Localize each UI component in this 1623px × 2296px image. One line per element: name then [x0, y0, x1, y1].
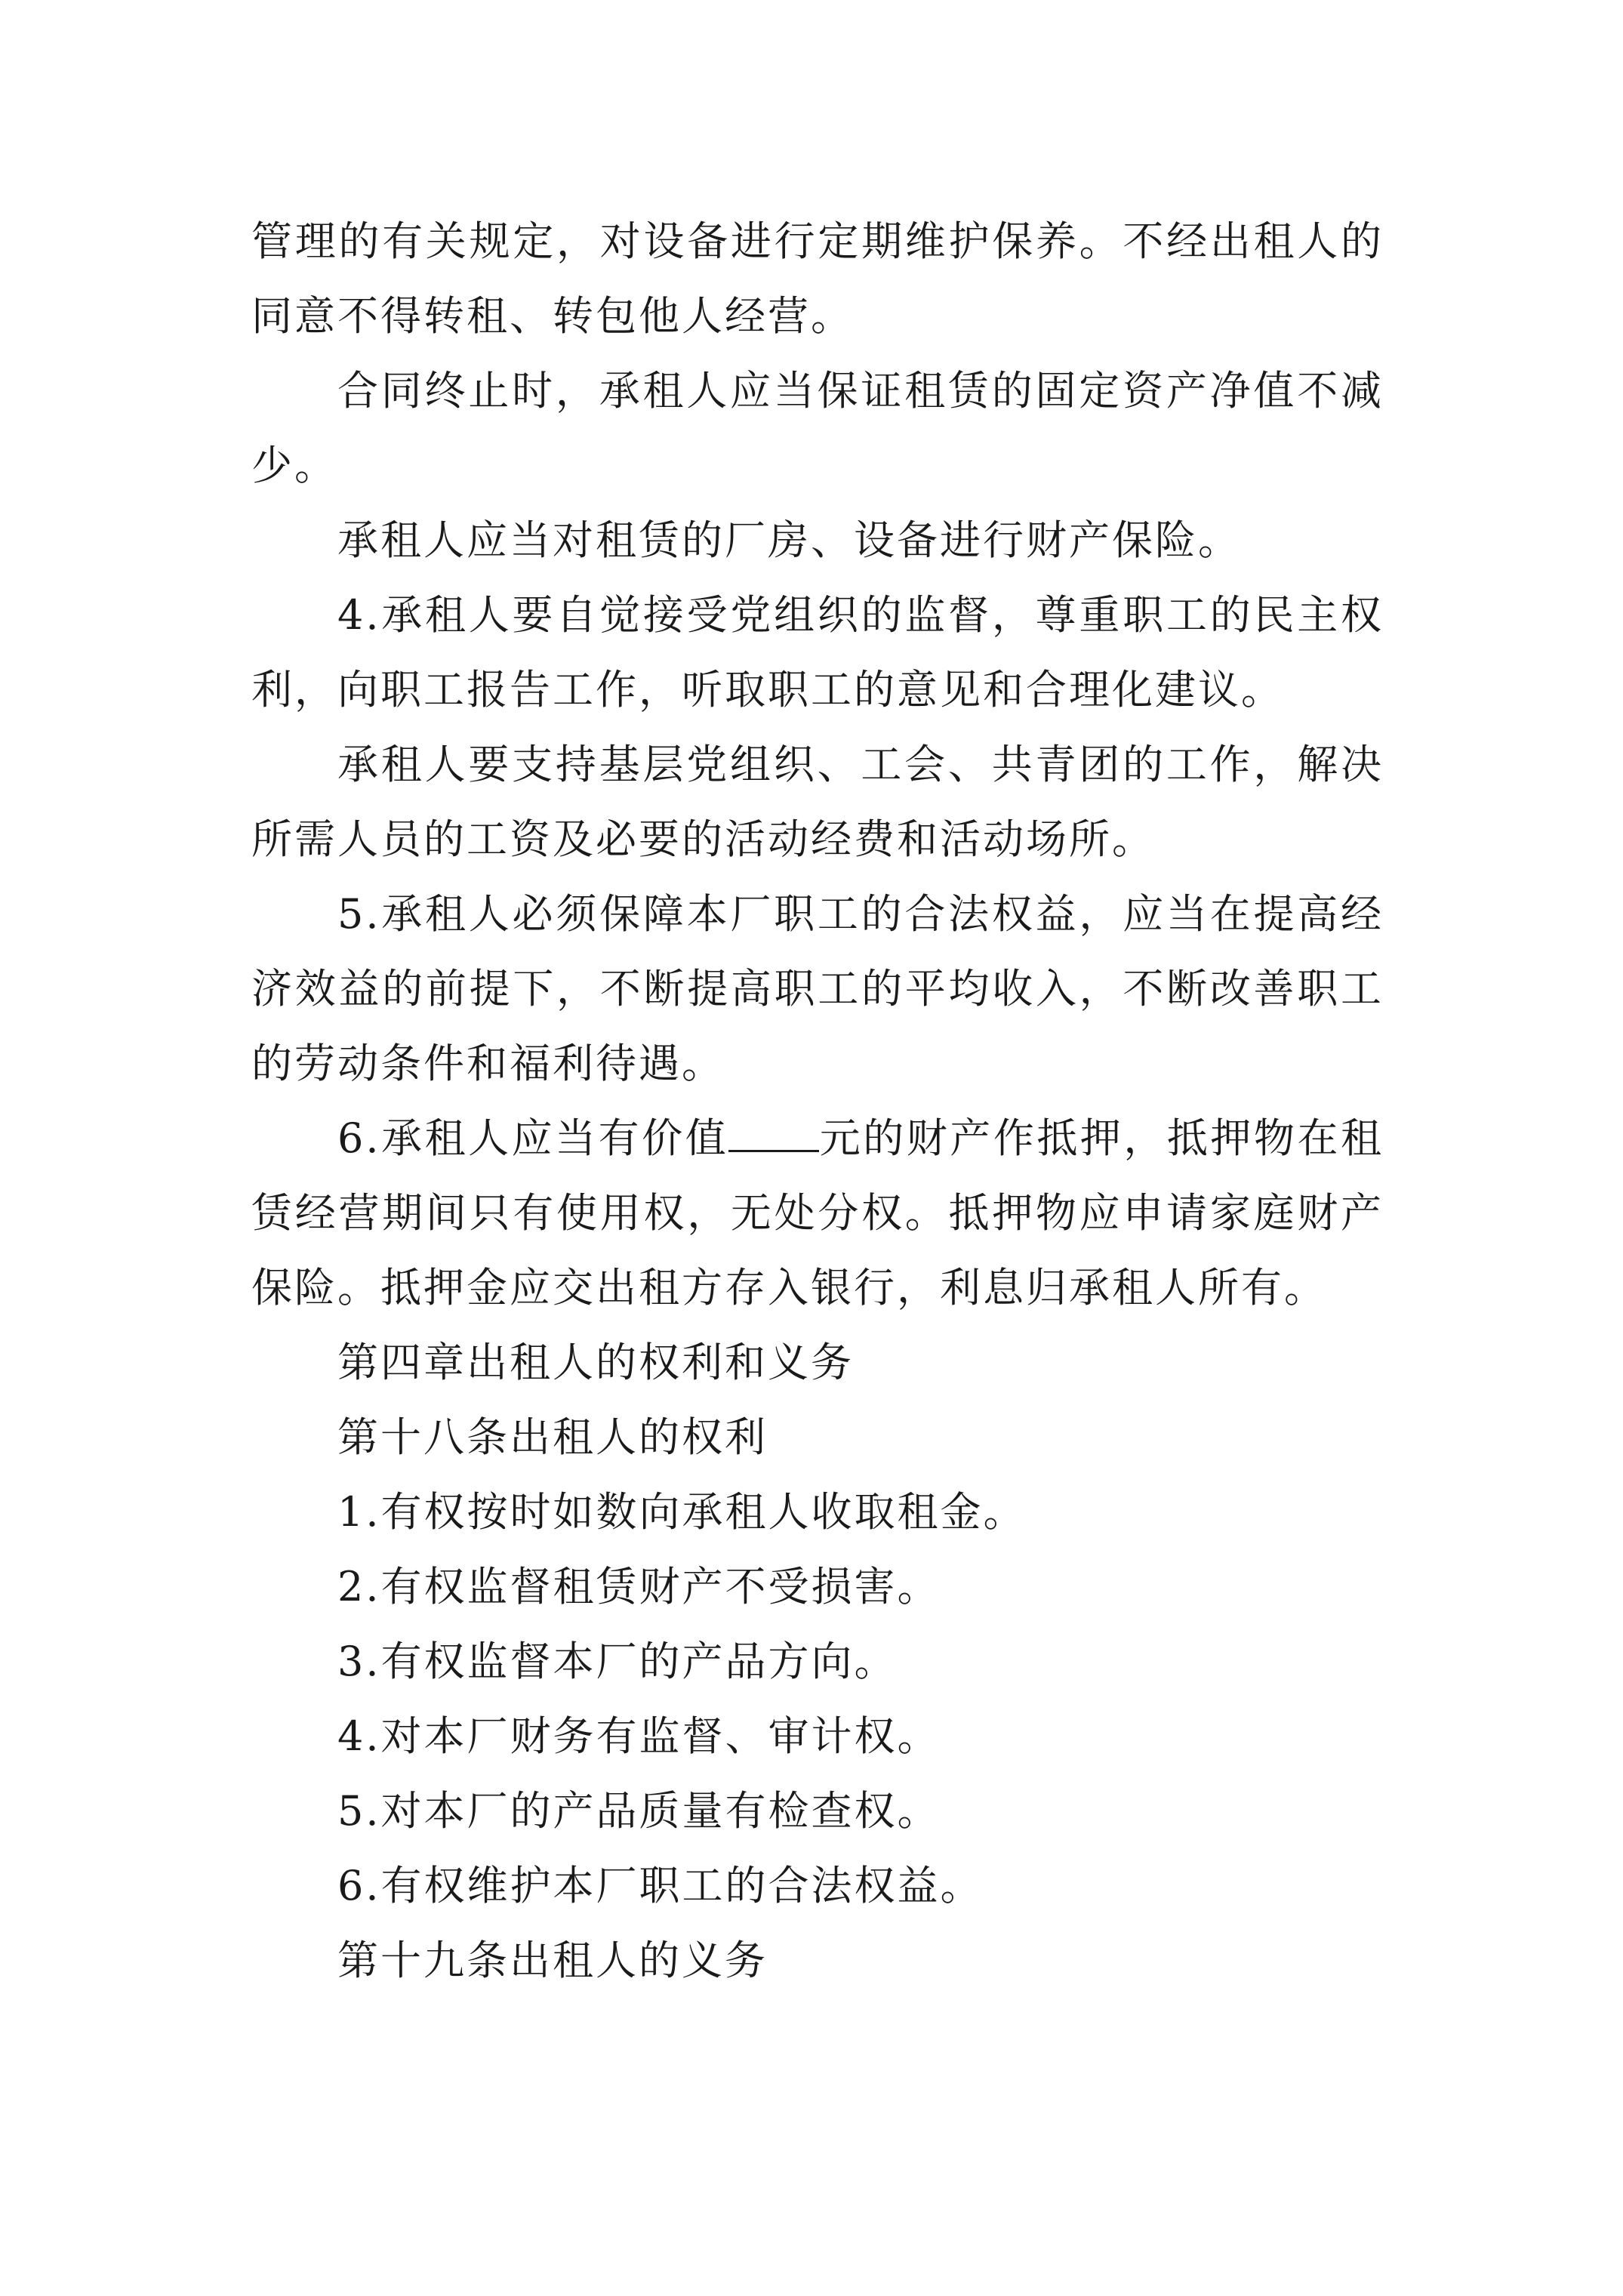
right-item-1: 1.有权按时如数向承租人收取租金。 [337, 1488, 1027, 1536]
paragraph-item-5: 5.承租人必须保障本厂职工的合法权益，应当在提高经济效益的前提下，不断提高职工的平均收入，不断改善职工的劳动条件和福利待遇。 [251, 890, 1384, 1087]
paragraph-party-support: 承租人要支持基层党组织、工会、共青团的工作，解决所需人员的工资及必要的活动经费和活动场所。 [251, 741, 1384, 863]
paragraph-termination: 合同终止时，承租人应当保证租赁的固定资产净值不减少。 [251, 367, 1384, 489]
paragraph-insurance: 承租人应当对租赁的厂房、设备进行财产保险。 [337, 516, 1241, 564]
paragraph-item-4: 4.承租人要自觉接受党组织的监督，尊重职工的民主权利，向职工报告工作，听取职工的意见和合理化建议。 [251, 591, 1384, 713]
value-blank [728, 1117, 819, 1152]
right-item-3: 3.有权监督本厂的产品方向。 [337, 1638, 898, 1685]
paragraph-item-6 [251, 1101, 1384, 1325]
mortgage-text-after: 元的财产作抵押，抵押物在租赁经营期间只有使用权，无处分权。抵押物应申请家庭财产保险。抵押金应交出租方存入银行，利息归承租人所有。 [251, 1114, 1384, 1311]
right-item-5: 5.对本厂的产品质量有检查权。 [337, 1787, 941, 1835]
chapter-title: 第四章出租人的权利和义务 [337, 1339, 854, 1386]
right-item-2: 2.有权监督租赁财产不受损害。 [337, 1563, 941, 1610]
right-item-6: 6.有权维护本厂职工的合法权益。 [337, 1862, 984, 1909]
paragraph-maintenance: 管理的有关规定，对设备进行定期维护保养。不经出租人的同意不得转租、转包他人经营。 [251, 217, 1384, 340]
article-18-title: 第十八条出租人的权利 [337, 1413, 768, 1461]
article-19-title: 第十九条出租人的义务 [337, 1937, 768, 1984]
document-body [251, 204, 1384, 1998]
mortgage-text-before: 6.承租人应当有价值 [337, 1114, 729, 1162]
right-item-4: 4.对本厂财务有监督、审计权。 [337, 1712, 941, 1760]
